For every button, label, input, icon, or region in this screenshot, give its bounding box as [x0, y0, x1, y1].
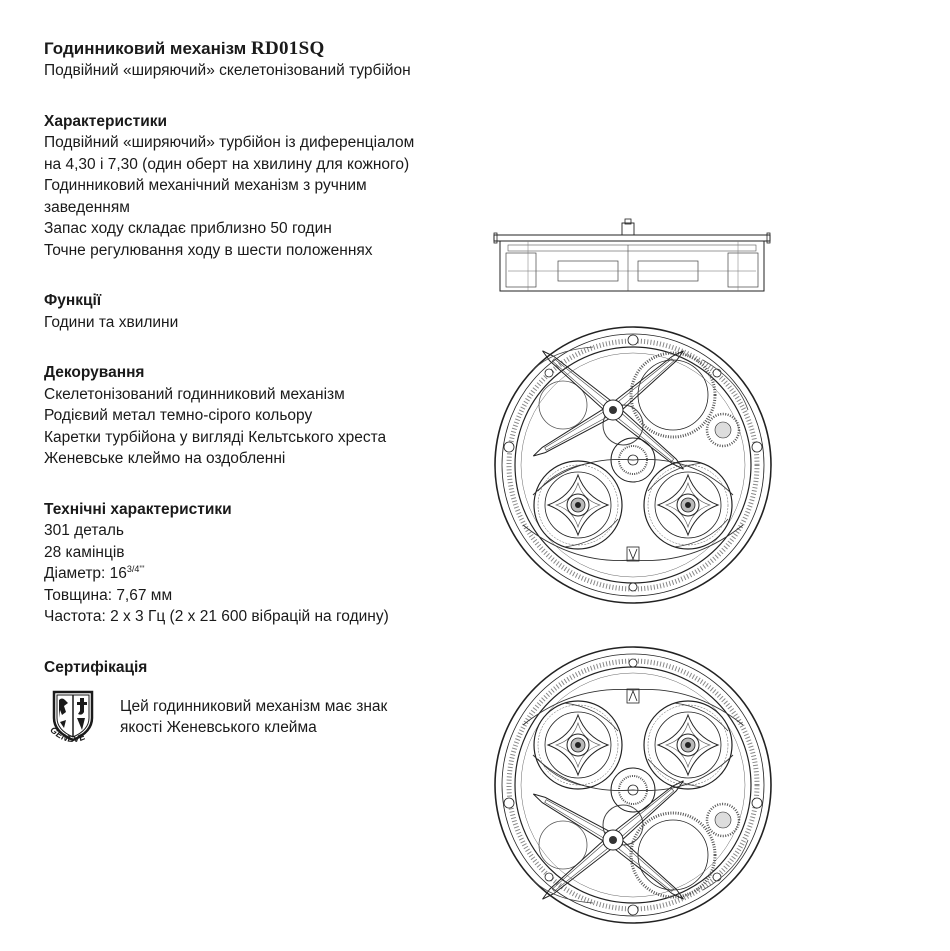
decoration-heading: Декорування	[44, 364, 145, 381]
diameter-value	[44, 563, 474, 585]
thickness-value: Товщина: 7,67 мм	[44, 586, 173, 604]
functions-heading: Функції	[44, 292, 102, 309]
certification-row	[44, 688, 474, 750]
decoration-line: Каретки турбійона у вигляді Кельтського хреста	[44, 428, 387, 446]
frequency-value: Частота: 2 x 3 Гц (2 x 21 600 вібрацій на годину)	[44, 608, 389, 625]
diameter-label: Діаметр: 16	[44, 565, 127, 582]
specs-line: заведенням	[44, 198, 130, 216]
section-decoration	[44, 362, 474, 470]
seal-word: GENEVE	[48, 724, 88, 745]
movement-drawings	[488, 215, 778, 935]
decoration-line: Родієвий метал темно-сірого кольору	[44, 407, 313, 424]
section-technical	[44, 499, 474, 628]
specs-line: Запас ходу складає приблизно 50 годин	[44, 220, 332, 237]
functions-line: Години та хвилини	[44, 313, 179, 331]
certification-line: Цей годинниковий механізм має знак	[120, 698, 388, 715]
page-title	[44, 38, 474, 60]
certification-heading: Сертифікація	[44, 658, 148, 676]
title-prefix: Годинниковий механізм	[44, 39, 251, 58]
parts-count: 301 деталь	[44, 522, 124, 539]
section-certification	[44, 657, 474, 751]
certification-line: якості Женевського клейма	[120, 719, 317, 736]
model-name: RD01SQ	[250, 38, 325, 59]
certification-text	[120, 688, 387, 738]
specs-line: Годинниковий механічний механізм з ручним	[44, 177, 367, 194]
geneva-seal-icon	[44, 688, 102, 750]
diameter-fraction: 3/4'''	[126, 563, 145, 574]
section-functions	[44, 290, 474, 333]
specs-line: на 4,30 і 7,30 (один оберт на хвилину для кожного)	[44, 155, 410, 173]
page-subtitle: Подвійний «ширяючий» скелетонізований турбійон	[44, 62, 411, 79]
specs-line: Подвійний «ширяючий» турбійон із диференціалом	[44, 134, 415, 151]
movement-back-view	[495, 647, 771, 923]
decoration-line: Женевське клеймо на оздобленні	[44, 450, 286, 467]
side-profile-drawing	[494, 219, 770, 291]
movement-front-view	[495, 327, 771, 603]
text-column	[44, 38, 474, 750]
technical-heading: Технічні характеристики	[44, 500, 232, 518]
specs-heading: Характеристики	[44, 112, 168, 130]
section-specs	[44, 111, 474, 262]
specs-line: Точне регулювання ходу в шести положеннях	[44, 241, 373, 259]
jewels-count: 28 камінців	[44, 543, 125, 561]
decoration-line: Скелетонізований годинниковий механізм	[44, 385, 345, 403]
